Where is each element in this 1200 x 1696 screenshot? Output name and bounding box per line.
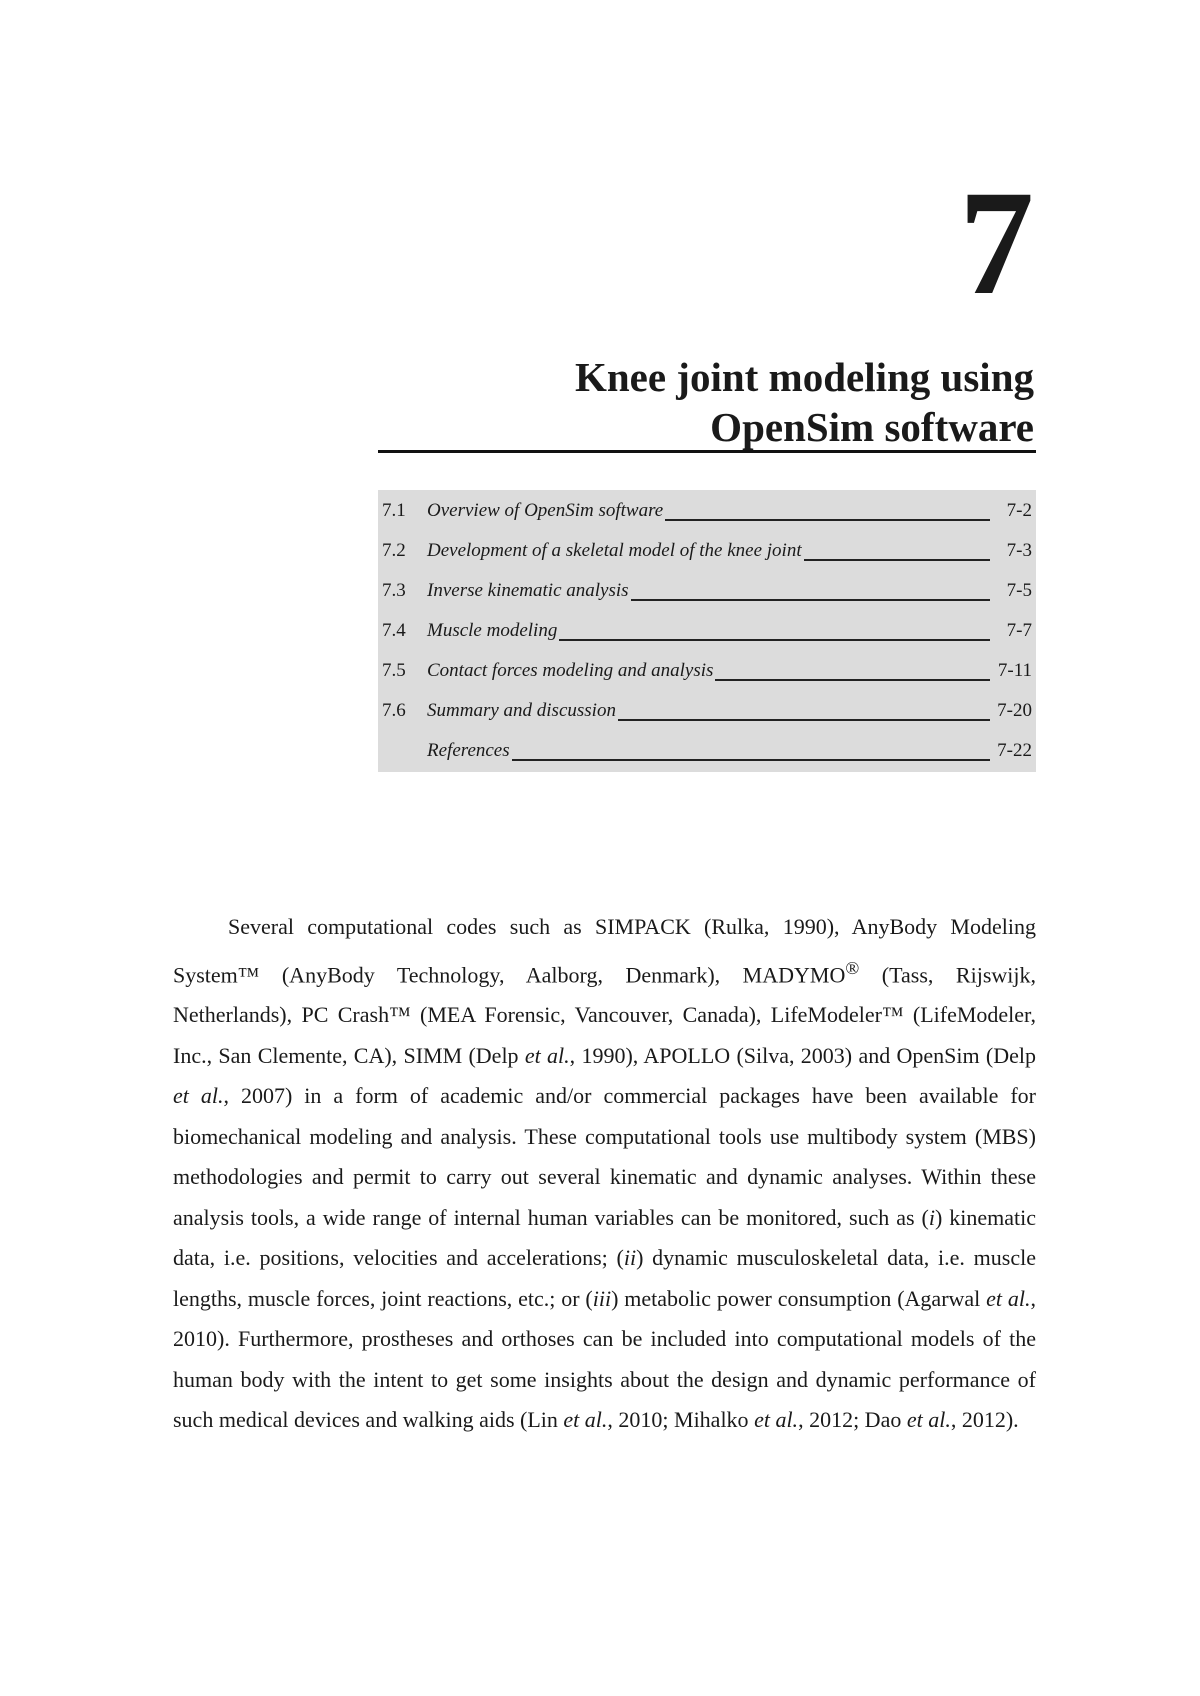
toc-entry[interactable] <box>378 731 1036 771</box>
toc-entry[interactable] <box>378 691 1036 731</box>
roman-numeral: ii <box>623 1245 637 1271</box>
et-al: et al. <box>173 1083 224 1109</box>
toc-label: References <box>427 731 512 771</box>
toc-label: Inverse kinematic analysis <box>427 571 631 611</box>
toc-page: 7-11 <box>997 660 1032 681</box>
toc-entry[interactable] <box>378 531 1036 571</box>
text-run: ) metabolic power consumption (Agarwal <box>611 1285 987 1311</box>
toc-number: 7.2 <box>382 540 406 561</box>
text-run: ) kinematic data, i.e. positions, velocities and accelerations; ( <box>173 1204 1036 1271</box>
toc-number: 7.4 <box>382 620 406 641</box>
text-run: , 2010; Mihalko <box>607 1407 755 1433</box>
text-run: , 2010). Furthermore, prostheses and orthoses can be included into computational models of the human body with the intent to get some insights about the design and dynamic performance of such medical devices and walking aids (Lin <box>173 1285 1037 1433</box>
toc-number: 7.1 <box>382 500 406 521</box>
toc-label: Development of a skeletal model of the knee joint <box>427 531 804 571</box>
et-al: et al. <box>986 1285 1031 1311</box>
table-of-contents <box>378 490 1036 772</box>
toc-page: 7-20 <box>997 700 1032 721</box>
toc-entry[interactable] <box>378 571 1036 611</box>
toc-page: 7-22 <box>997 740 1032 761</box>
toc-entry[interactable] <box>378 611 1036 651</box>
toc-label: Overview of OpenSim software <box>427 491 665 531</box>
text-run: Several computational codes such as SIMPACK (Rulka, 1990), AnyBody Modeling System™ (AnyBody Technology, Aalborg, Denmark), MADYMO <box>173 914 1036 987</box>
chapter-title <box>334 352 1034 452</box>
title-rule <box>378 450 1036 453</box>
et-al: et al. <box>563 1407 608 1433</box>
registered-mark: ® <box>845 957 860 978</box>
chapter-title-line-2: OpenSim software <box>710 404 1034 450</box>
toc-number: 7.3 <box>382 580 406 601</box>
toc-page: 7-5 <box>1006 580 1032 601</box>
chapter-number: 7 <box>959 160 1034 326</box>
toc-label: Contact forces modeling and analysis <box>427 651 715 691</box>
text-run: , 2012; Dao <box>798 1407 907 1433</box>
toc-number: 7.5 <box>382 660 406 681</box>
toc-entry[interactable] <box>378 491 1036 531</box>
toc-number: 7.6 <box>382 700 406 721</box>
text-run: (Tass, Rijswijk, Netherlands), PC Crash™ (MEA Forensic, Vancouver, Canada), LifeModeler™ (LifeModeler, Inc., San Clemente, CA), SIMM (Delp <box>173 961 1036 1068</box>
toc-entry[interactable] <box>378 651 1036 691</box>
et-al: et al. <box>754 1407 799 1433</box>
body-paragraph <box>173 907 1036 1441</box>
toc-label: Summary and discussion <box>427 691 618 731</box>
text-run: , 2012). <box>950 1407 1019 1433</box>
toc-page: 7-3 <box>1006 540 1032 561</box>
toc-page: 7-7 <box>1006 620 1032 641</box>
text-run: , 2007) in a form of academic and/or commercial packages have been available for biomechanical modeling and analysis. These computational tools use multibody system (MBS) methodologies and permit to carry out several kinematic and dynamic analyses. Within these analysis tools, a wide range of internal human variables can be monitored, such as ( <box>173 1083 1036 1230</box>
roman-numeral: iii <box>592 1285 612 1311</box>
et-al: et al. <box>524 1042 570 1068</box>
text-run: ) dynamic musculoskeletal data, i.e. muscle lengths, muscle forces, joint reactions, etc.; or ( <box>173 1245 1036 1311</box>
toc-label: Muscle modeling <box>427 611 559 651</box>
chapter-title-line-1: Knee joint modeling using <box>574 354 1034 400</box>
et-al: et al. <box>906 1407 951 1433</box>
toc-page: 7-2 <box>1006 500 1032 521</box>
text-run: , 1990), APOLLO (Silva, 2003) and OpenSim (Delp <box>569 1042 1037 1068</box>
roman-numeral: i <box>928 1204 935 1230</box>
